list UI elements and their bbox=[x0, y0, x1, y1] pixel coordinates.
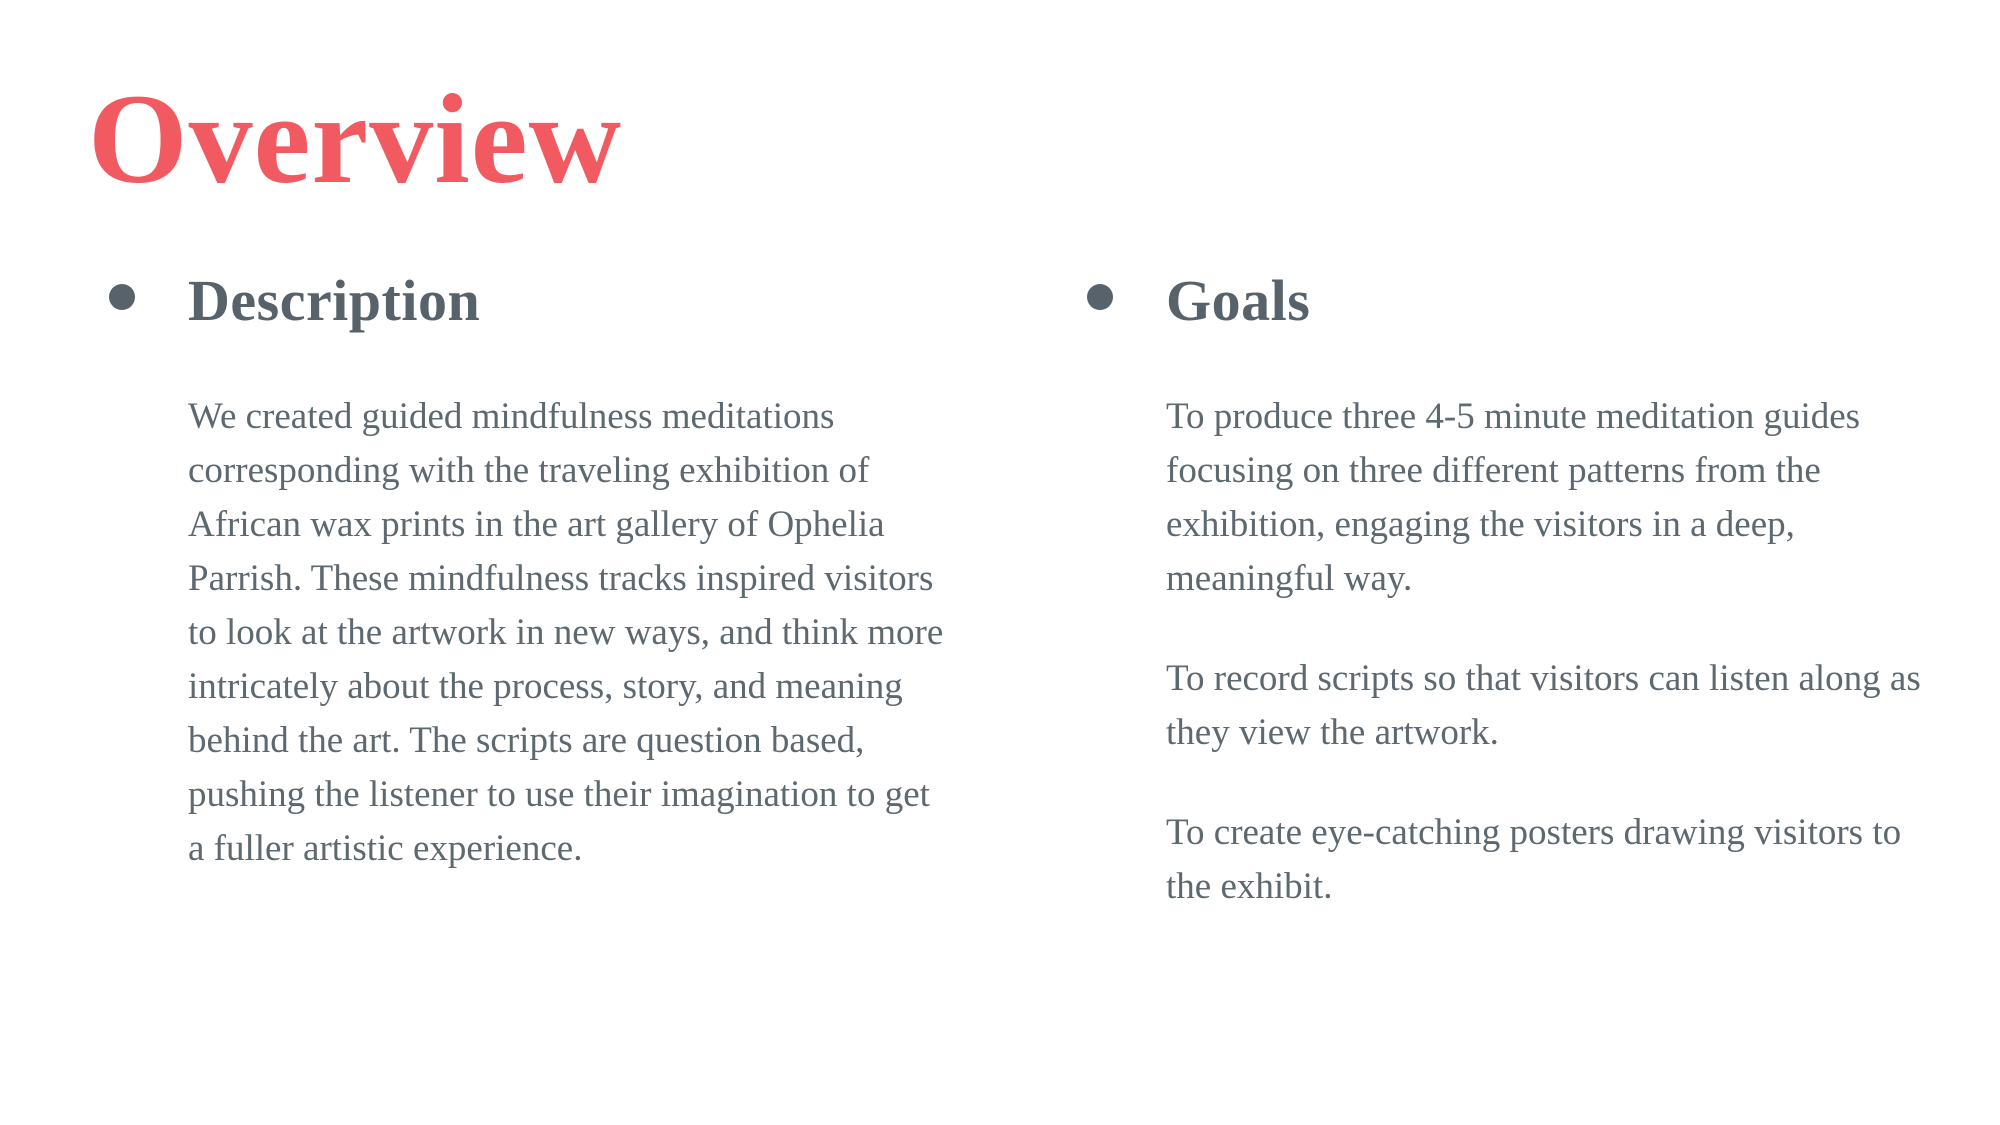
goals-section bbox=[1087, 268, 1927, 914]
goals-heading-row bbox=[1087, 268, 1927, 335]
slide-title: Overview bbox=[88, 68, 622, 210]
goals-heading: Goals bbox=[1166, 268, 1311, 333]
description-heading: Description bbox=[188, 268, 481, 333]
description-section bbox=[109, 268, 949, 876]
description-paragraph: We created guided mindfulness meditations corresponding with the traveling exhibition of African wax prints in the art gallery of Ophelia Parrish. These mindfulness tracks inspired visitors to look at the artwork in new ways, and think more intricately about the process, story, and meaning behind the art. The scripts are question based, pushing the listener to use their imagination to get a fuller artistic experience. bbox=[188, 395, 944, 869]
goals-paragraph-2: To record scripts so that visitors can listen along as they view the artwork. bbox=[1166, 657, 1921, 753]
goals-paragraph-3: To create eye-catching posters drawing visitors to the exhibit. bbox=[1166, 811, 1902, 907]
bullet-icon bbox=[1087, 284, 1113, 310]
goals-paragraph-1: To produce three 4-5 minute meditation guides focusing on three different patterns from the exhibition, engaging the visitors in a deep, meaningful way. bbox=[1166, 395, 1861, 599]
description-body bbox=[188, 390, 946, 876]
description-heading-row bbox=[109, 268, 949, 335]
goals-body bbox=[1166, 390, 1924, 914]
bullet-icon bbox=[109, 284, 135, 310]
